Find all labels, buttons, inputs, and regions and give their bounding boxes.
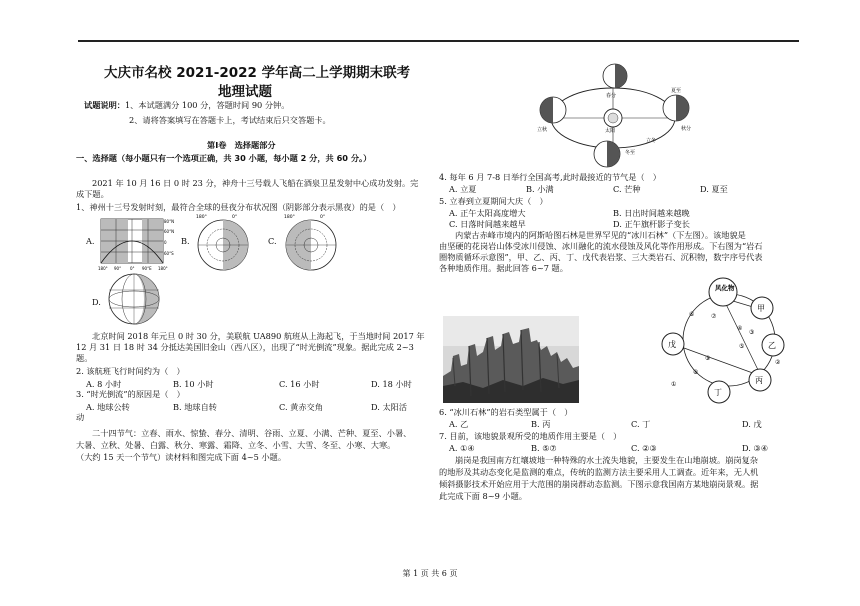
q1-figure-c — [280, 212, 342, 274]
passage4-line2: 由坚硬的花岗岩山体受冰川侵蚀、冰川融化的流水侵蚀及风化等作用形成。下右图为“岩石 — [439, 241, 763, 251]
page-title: 大庆市名校 2021-2022 学年高二上学期期末联考 — [104, 65, 411, 81]
q7-option-a: A. ①④ — [449, 443, 475, 453]
q3-option-b: B. 地球自转 — [173, 402, 217, 412]
q1a-tick-3: 90°E — [142, 266, 152, 271]
q1a-side-2: 0 — [164, 240, 167, 245]
q1-label-a: A. — [86, 236, 95, 246]
rock-num-4: ④ — [737, 325, 743, 332]
passage2-line3: 题。 — [76, 353, 93, 363]
q6-option-a: A. 乙 — [449, 419, 469, 429]
q1a-tick-2: 0° — [130, 266, 135, 271]
q3-option-d-tail: 动 — [76, 412, 85, 422]
page-footer: 第 1 页 共 6 页 — [402, 569, 458, 578]
passage3-line3: （大约 15 天一个节气）读材料和图完成下面 4~5 小题。 — [76, 452, 287, 462]
q6-stem: 6. “冰川石林”的岩石类型属于（ ） — [439, 407, 573, 417]
q1-label-c: C. — [268, 236, 277, 246]
q1a-tick-0: 180° — [98, 266, 108, 271]
q1b-label: 180° — [196, 215, 207, 220]
stone-forest-photo — [443, 316, 579, 403]
rock-num-1: ① — [671, 381, 677, 388]
q7-option-c: C. ②③ — [631, 443, 657, 453]
rock-num-3: ③ — [749, 329, 755, 336]
q1a-side-3: 60°S — [164, 251, 174, 256]
q6-option-c: C. 丁 — [631, 419, 651, 429]
q3-option-d: D. 太阳活 — [371, 402, 408, 412]
q4-option-d: D. 夏至 — [700, 184, 728, 194]
orbit-label-bottom: 冬至 — [625, 150, 636, 156]
q2-option-d: D. 18 小时 — [371, 379, 412, 389]
earth-orbit-diagram — [533, 58, 703, 174]
page-subtitle: 地理试题 — [218, 84, 272, 100]
passage4-line3: 圈物质循环示意图”，甲、乙、丙、丁、戊代表岩浆、三大类岩石、沉积物，数字序号代表 — [439, 252, 763, 262]
rock-top-label: 风化物 — [715, 284, 735, 292]
rock-ding: 丁 — [714, 388, 722, 397]
q1-label-b: B. — [181, 236, 190, 246]
orbit-label-right: 秋分 — [681, 126, 692, 132]
q2-option-a: A. 8 小时 — [86, 379, 122, 389]
passage3-line2: 大暑、立秋、处暑、白露、秋分、寒露、霜降、立冬、小雪、大雪、冬至、小寒、大寒。 — [76, 440, 396, 450]
rock-jia: 甲 — [757, 304, 765, 313]
orbit-label-sun: 太阳 — [605, 128, 616, 134]
q1-label-d: D. — [92, 297, 101, 307]
instructions-line1: 1、本试题满分 100 分，答题时间 90 分钟。 — [124, 100, 290, 110]
q5-option-d: D. 正午旗杆影子变长 — [613, 219, 690, 229]
instructions-line2: 2、请将答案填写在答题卡上，考试结束后只交答题卡。 — [129, 115, 331, 125]
passage5-line2: 的地形及其动态变化是监测的难点，传统的监测方法主要采用人工调查。近年来，无人机 — [439, 467, 759, 477]
passage2-line1: 北京时间 2018 年元旦 0 时 30 分，美联航 UA890 航班从上海起飞，于当地时间 2017 年 — [92, 331, 425, 341]
q4-option-b: B. 小满 — [526, 184, 554, 194]
q1a-tick-4: 180° — [158, 266, 168, 271]
rock-bing: 丙 — [755, 376, 763, 385]
q1a-tick-1: 90° — [114, 266, 122, 271]
q5-option-c: C. 日落时间越来越早 — [449, 219, 526, 229]
orbit-label-bottom-right: 立冬 — [646, 138, 657, 144]
q6-option-d: D. 戊 — [742, 419, 762, 429]
rock-cycle-diagram — [651, 274, 793, 409]
rock-num-2: ② — [775, 359, 781, 366]
q5-stem: 5. 立春到立夏期间大庆（ ） — [439, 196, 548, 206]
passage1-line2: 成下题。 — [76, 189, 109, 199]
rock-yi: 乙 — [768, 341, 776, 350]
q3-stem: 3. “时光倒流”的原因是（ ） — [76, 389, 185, 399]
rock-wu: 戊 — [668, 340, 676, 349]
q4-option-a: A. 立夏 — [449, 184, 477, 194]
q7-option-d: D. ③④ — [742, 443, 769, 453]
q1-figure-a — [98, 214, 174, 272]
q2-option-b: B. 10 小时 — [173, 379, 214, 389]
q1c-label: 180° — [284, 215, 295, 220]
passage4-line1: 内蒙古赤峰市境内的阿斯哈图石林是世界罕见的“冰川石林”（下左图）。该地貌是 — [455, 230, 746, 240]
q4-stem: 4. 每年 6 月 7-8 日举行全国高考,此时最接近的节气是（ ） — [439, 172, 661, 182]
q7-option-b: B. ⑤⑦ — [531, 443, 557, 453]
passage5-line4: 此完成下面 8~9 小题。 — [439, 491, 527, 501]
q7-stem: 7. 目前，该地貌景观所受的地质作用主要是（ ） — [439, 431, 622, 441]
rock-num-7: ⑦ — [711, 313, 717, 320]
q2-option-c: C. 16 小时 — [279, 379, 320, 389]
q1b-label2: 0° — [232, 215, 238, 220]
q3-option-c: C. 黄赤交角 — [279, 402, 323, 412]
rock-num-9: ⑨ — [705, 355, 711, 362]
rock-num-5: ⑤ — [739, 343, 745, 350]
top-rule — [78, 40, 799, 42]
orbit-label-spring: 春分 — [606, 93, 617, 99]
passage3-line1: 二十四节气：立春、雨水、惊蛰、春分、清明、谷雨、立夏、小满、芒种、夏至、小暑、 — [92, 428, 412, 438]
passage5-line1: 崩岗是我国南方红壤坡地一种特殊的水土流失地貌，主要发生在山地崩坡。崩岗复杂 — [455, 455, 758, 465]
rock-num-6: ⑥ — [689, 311, 695, 318]
passage4-line4: 各种地质作用。据此回答 6~7 题。 — [439, 263, 568, 273]
q4-option-c: C. 芒种 — [613, 184, 641, 194]
q1a-side-1: 60°N — [164, 229, 174, 234]
q5-option-b: B. 日出时间越来越晚 — [613, 208, 690, 218]
instructions-label: 试题说明： — [84, 100, 125, 110]
q1-figure-b — [192, 212, 254, 274]
q1-stem: 1、神州十三号发射时刻，最符合全球的昼夜分布状况图（阴影部分表示黑夜）的是（ ） — [76, 202, 401, 212]
passage5-line3: 倾斜摄影技术开始应用于大范围的崩岗群动态监测。下图示意我国南方某地崩岗景观。据 — [439, 479, 759, 489]
passage2-line2: 12 月 31 日 18 时 34 分抵达美国旧金山（西八区），出现了“时光倒流”现象。据此完成 2~3 — [76, 342, 414, 352]
q6-option-b: B. 丙 — [531, 419, 551, 429]
instructions — [84, 100, 289, 111]
rock-num-8: ⑧ — [693, 369, 699, 376]
orbit-label-left: 立秋 — [537, 127, 548, 133]
passage1-line1: 2021 年 10 月 16 日 0 时 23 分，神舟十三号载人飞船在酒泉卫星发射中心成功发射。完 — [92, 178, 419, 188]
q1c-label2: 0° — [320, 215, 326, 220]
q5-option-a: A. 正午太阳高度增大 — [449, 208, 526, 218]
volume-heading: 第Ⅰ卷 选择题部分 — [207, 140, 276, 150]
part1-heading: 一、选择题（每小题只有一个选项正确，共 30 小题，每小题 2 分，共 60 分。） — [76, 153, 372, 163]
q1-figure-d — [104, 270, 164, 328]
q3-option-a: A. 地球公转 — [86, 402, 130, 412]
q1a-side-0: 80°N — [164, 219, 174, 224]
q2-stem: 2. 该航班飞行时间约为（ ） — [76, 366, 185, 376]
orbit-label-top-right: 夏至 — [671, 88, 682, 94]
